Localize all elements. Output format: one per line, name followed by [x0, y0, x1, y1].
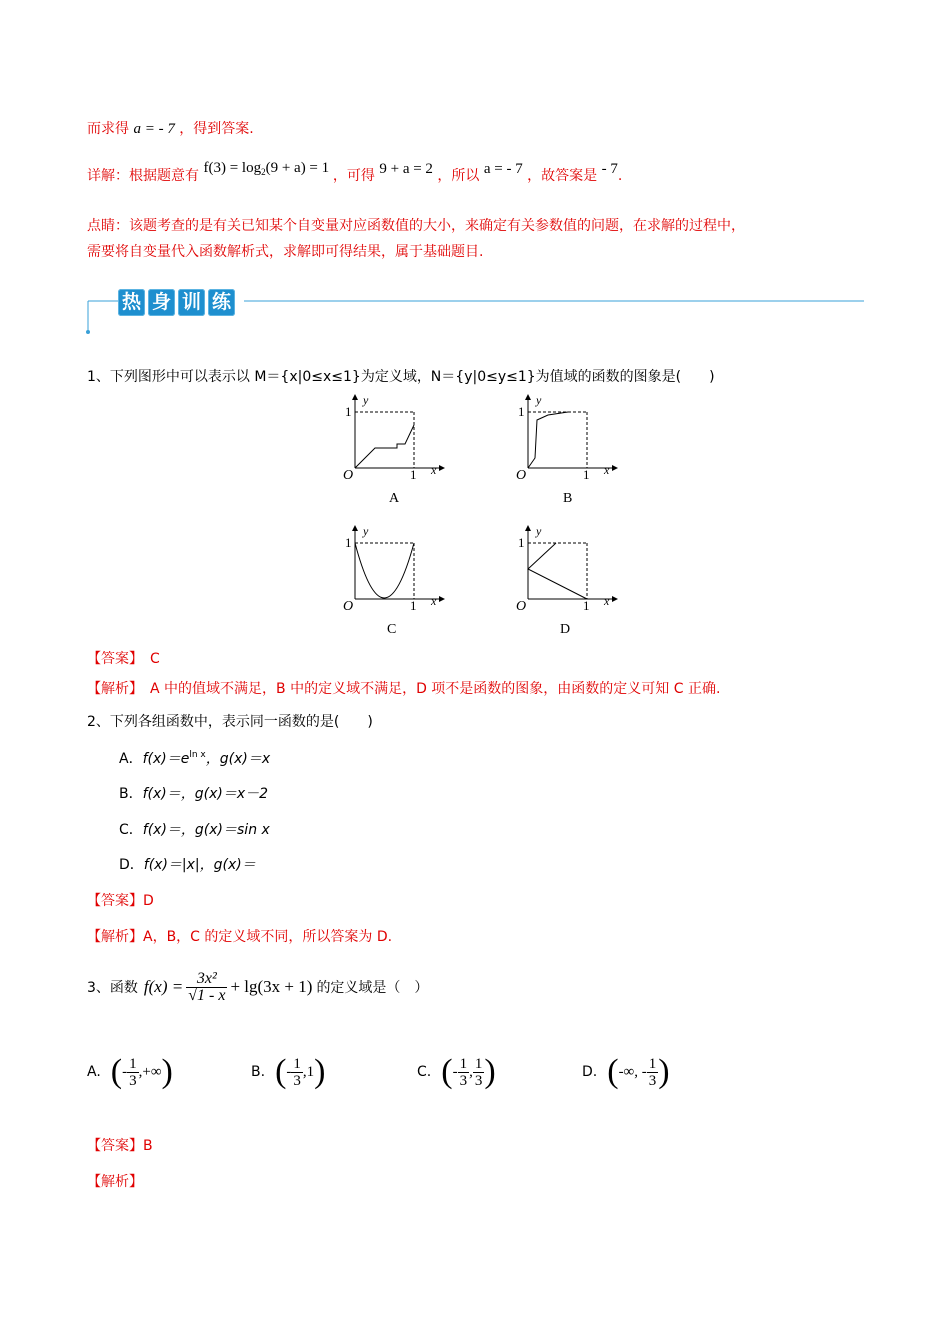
q3-option-c-num: 1	[459, 1055, 468, 1072]
graph-c-x-label: x	[431, 594, 437, 608]
q3-option-d-label: D.	[582, 1064, 598, 1080]
prev-solution-line1	[87, 118, 254, 138]
graph-d-tick-x: 1	[583, 598, 590, 613]
graph-c-tick-x: 1	[410, 598, 417, 613]
graph-c-y-label: y	[363, 524, 369, 538]
banner-char-2: 身	[148, 289, 175, 316]
q1-analysis	[87, 678, 720, 698]
q3-stem	[87, 963, 428, 1011]
q3-option-c-den2: 3	[474, 1072, 483, 1089]
q3-option-a-label: A.	[87, 1064, 101, 1080]
q2-option-c-f: f(x)＝	[142, 822, 181, 838]
graph-a	[335, 392, 455, 512]
prev-solution-line1-prefix: 而求得	[87, 121, 129, 137]
q3-option-d-num: 1	[648, 1055, 657, 1072]
detail-math1: f(3) = log	[203, 160, 262, 176]
graph-d-tick-y: 1	[518, 535, 525, 550]
graph-d-label: D	[560, 622, 571, 637]
graph-c-origin: O	[343, 599, 354, 614]
q3-option-c-frac2	[473, 1056, 485, 1089]
graph-a-y-label: y	[363, 393, 369, 407]
q3-option-c-num2: 1	[474, 1055, 483, 1072]
q3-option-b: B. ( - $\frac{1}{3}$ ,1 )	[251, 1053, 326, 1090]
q2-option-d-f: f(x)＝|x|	[143, 857, 200, 873]
q2-answer: 【答案】D	[87, 893, 154, 909]
q3-option-a-right: ,+∞	[138, 1063, 162, 1080]
banner-char-1: 热	[118, 289, 145, 316]
q3-option-c: C. ( - $\frac{1}{3}$ , $\frac{1}{3}$ )	[417, 1053, 496, 1090]
graph-b-y-label: y	[536, 393, 542, 407]
q2-option-a-label: A．	[119, 751, 143, 767]
graph-a-tick-x: 1	[410, 467, 417, 482]
q2-option-d-label: D．	[119, 857, 144, 873]
detail-math4: - 7	[601, 161, 618, 177]
q1-text: 1、下列图形中可以表示以 M＝{x|0≤x≤1}为定义域，N＝{y|0≤y≤1}为值域的函数的图象是( )	[87, 369, 715, 385]
graph-b-x-label: x	[604, 463, 610, 477]
q3-analysis: 【解析】	[87, 1174, 143, 1190]
graph-d-x-label: x	[604, 594, 610, 608]
graph-b	[508, 392, 628, 512]
q2-option-a-g: ，g(x)＝x	[205, 751, 271, 767]
q2-option-d	[119, 854, 256, 874]
q1-analysis-text: A 中的值域不满足，B 中的定义域不满足，D 项不是函数的图象，由函数的定义可知 C 正确.	[136, 681, 721, 697]
detail-end: .	[617, 168, 623, 184]
banner-title	[118, 289, 238, 316]
q2-option-b	[119, 783, 268, 803]
q2-text: 2、下列各组函数中，表示同一函数的是( )	[87, 714, 373, 730]
q2-option-c-label: C．	[119, 822, 143, 838]
graph-b-tick-x: 1	[583, 467, 590, 482]
q3-option-a-left: -	[122, 1063, 128, 1080]
graph-d	[508, 523, 628, 643]
detail-math3: a = - 7	[483, 161, 523, 177]
q3-answer: 【答案】B	[87, 1138, 153, 1154]
q2-option-c-g: ，g(x)＝sin x	[180, 822, 270, 838]
q3-option-c-label: C.	[417, 1064, 432, 1080]
graph-d-origin: O	[516, 599, 527, 614]
q3-func-num: 3x²	[186, 971, 227, 988]
q1-analysis-label: 【解析】	[87, 681, 136, 697]
q3-func-fraction	[186, 971, 227, 1004]
detail-mid3: ，故答案是	[527, 168, 598, 184]
banner-char-4: 练	[208, 289, 235, 316]
q3-option-d-left: -∞, -	[618, 1063, 647, 1080]
q2-option-a-sup: ln x	[189, 750, 206, 760]
graph-c-tick-y: 1	[345, 535, 352, 550]
graph-c	[335, 523, 455, 643]
q3-option-b-label: B.	[251, 1064, 266, 1080]
detail-mid1: ，可得	[332, 168, 375, 184]
comment-line1: 点睛：该题考查的是有关已知某个自变量对应函数值的大小，来确定有关参数值的问题，在求解的过程中，	[87, 218, 745, 234]
q2-option-a-f: f(x)＝e	[142, 751, 190, 767]
q2-option-b-g: ，g(x)＝x－2	[180, 786, 269, 802]
detail-math1b: (9 + a) = 1	[265, 160, 330, 176]
q2-analysis: 【解析】A，B，C 的定义域不同，所以答案为 D.	[87, 929, 393, 945]
graph-a-origin: O	[343, 468, 354, 483]
detail-math2: 9 + a = 2	[379, 161, 433, 177]
q1-answer: 【答案】 C	[87, 651, 160, 667]
q2-option-d-g: ，g(x)＝	[199, 857, 256, 873]
q3-func-den: √1 - x	[188, 986, 226, 1004]
prev-solution-line1-suffix: ，得到答案.	[179, 121, 254, 137]
q3-option-c-left: -	[452, 1063, 458, 1080]
q3-option-c-right: ,	[469, 1063, 473, 1080]
q2-option-b-f: f(x)＝	[142, 786, 181, 802]
q3-func-rest: + lg(3x + 1)	[230, 977, 313, 996]
q3-option-a-num: 1	[129, 1055, 137, 1072]
q3-option-b-den: 3	[293, 1072, 301, 1089]
q3-option-c-den: 3	[459, 1072, 468, 1089]
q3-option-b-num: 1	[293, 1055, 301, 1072]
q2-option-a	[119, 748, 270, 768]
detail-label: 详解：根据题意有	[87, 168, 199, 184]
detail-mid2: ，所以	[437, 168, 480, 184]
q2-option-c	[119, 819, 270, 839]
graph-a-x-label: x	[431, 463, 437, 477]
detail-log-base: 2	[261, 167, 266, 177]
q3-prefix: 3、函数	[87, 980, 138, 996]
q3-option-b-left: -	[286, 1063, 292, 1080]
q3-suffix: 的定义域是（ ）	[316, 980, 429, 996]
graph-b-origin: O	[516, 468, 527, 483]
q3-func-lhs: f(x) =	[143, 977, 184, 996]
q3-option-d: D. ( -∞, - $\frac{1}{3}$ )	[582, 1053, 670, 1090]
graph-d-y-label: y	[536, 524, 542, 538]
comment-line2: 需要将自变量代入函数解析式，求解即可得结果，属于基础题目.	[87, 244, 484, 260]
graph-a-tick-y: 1	[345, 404, 352, 419]
q3-option-d-frac	[647, 1056, 659, 1089]
q3-option-c-frac1	[458, 1056, 470, 1089]
graph-b-tick-y: 1	[518, 404, 525, 419]
banner-char-3: 训	[178, 289, 205, 316]
q3-option-b-right: ,1	[302, 1063, 315, 1080]
q3-option-a-den: 3	[129, 1072, 137, 1089]
graph-a-label: A	[389, 491, 400, 506]
prev-solution-detail	[87, 160, 623, 185]
q2-option-b-label: B．	[119, 786, 143, 802]
q3-option-b-frac	[291, 1056, 303, 1089]
q3-option-a: A. ( - $\frac{1}{3}$ ,+∞ )	[87, 1053, 173, 1090]
q3-option-a-frac	[127, 1056, 139, 1089]
graph-b-label: B	[563, 491, 573, 506]
q3-option-d-den: 3	[648, 1072, 657, 1089]
prev-solution-line1-math: a = - 7	[133, 121, 175, 137]
graph-c-label: C	[387, 622, 397, 637]
